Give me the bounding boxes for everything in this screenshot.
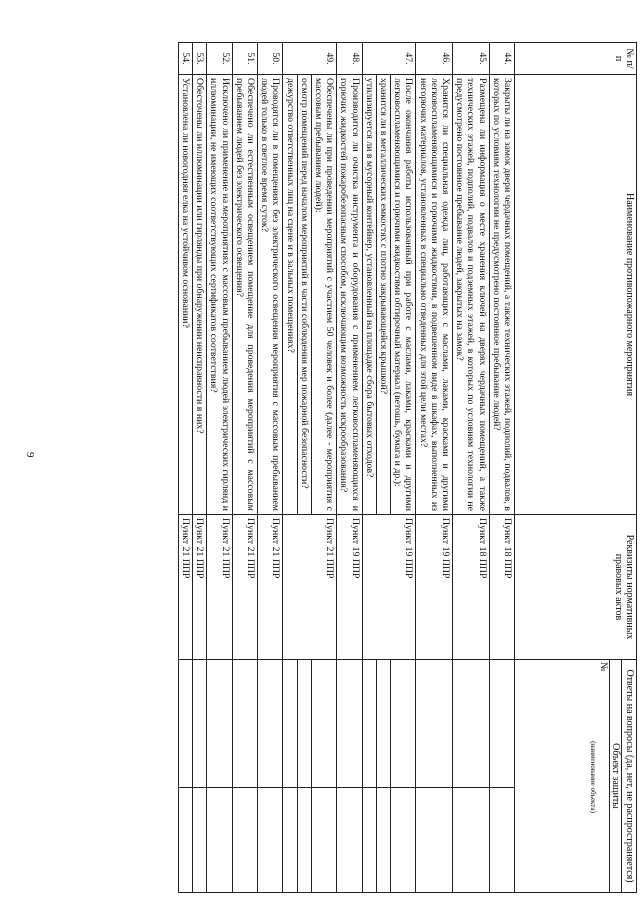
- row-requisites: Пункт 19 ППР: [362, 515, 416, 660]
- header-requisites: Реквизиты нормативных правовых актов: [515, 515, 637, 660]
- header-object: [589, 660, 621, 892]
- page-number: 9: [24, 452, 36, 458]
- row-number: 50.: [257, 43, 282, 75]
- row-question: Закрыты ли на замок двери чердачных помещений, а также технических этажей, подполий, подвалов, в которых по условиям технологии не предусмотрено постоянное пребывание людей?: [489, 75, 514, 515]
- answer-cell[interactable]: [337, 660, 362, 788]
- row-number: 44.: [489, 43, 514, 75]
- row-requisites: Пункт 21 ППР: [283, 515, 337, 660]
- table-row: [416, 43, 453, 893]
- header-object-num-sign: №: [597, 662, 609, 672]
- answer-cell[interactable]: [362, 660, 376, 788]
- header-object-note: (наименование объекта): [589, 741, 598, 813]
- answer-cell[interactable]: [452, 660, 489, 788]
- row-number: 49.: [283, 43, 337, 75]
- object-cell[interactable]: [232, 788, 257, 893]
- table-row: [311, 43, 336, 893]
- object-cell[interactable]: [390, 788, 415, 893]
- table-subrow: [376, 43, 390, 893]
- row-requisites: Пункт 19 ППР: [416, 515, 453, 660]
- row-subquestion: утилизируется ли в мусорный контейнер, установленный на площадке сбора бытовых отходов?: [362, 75, 376, 515]
- row-requisites: Пункт 21 ППР: [192, 515, 206, 660]
- answer-cell[interactable]: [283, 660, 297, 788]
- checklist-body: [178, 43, 514, 893]
- row-number: 54.: [178, 43, 192, 75]
- answer-cell[interactable]: [311, 660, 336, 788]
- object-cell[interactable]: [362, 788, 376, 893]
- table-row: [452, 43, 489, 893]
- row-question: Обеспечены ли при проведении мероприятий с участием 50 человек и более (далее - мероприятия с массовым пребыванием людей):: [311, 75, 336, 515]
- rotated-page: [77, 42, 637, 892]
- object-cell[interactable]: [297, 788, 311, 893]
- row-number: 45.: [452, 43, 489, 75]
- row-question: Проводятся ли в помещениях без электрического освещения мероприятия с массовым пребыванием людей только в светлое время суток?: [257, 75, 282, 515]
- row-number: 48.: [337, 43, 362, 75]
- table-row: [257, 43, 282, 893]
- answer-cell[interactable]: [390, 660, 415, 788]
- header-answers: [515, 660, 637, 893]
- row-subquestion: хранится ли в металлических емкостях с плотно закрывающейся крышкой?: [376, 75, 390, 515]
- object-cell[interactable]: [207, 788, 232, 893]
- answer-cell[interactable]: [192, 660, 206, 788]
- header-num: № п/п: [515, 43, 637, 75]
- row-question: После окончания работы использованный при работе с маслами, лаками, красками и другими легковоспламеняющимися и горючими жидкостями обтирочный материал (ветошь, бумага и др.):: [390, 75, 415, 515]
- row-requisites: Пункт 21 ППР: [178, 515, 192, 660]
- table-row: [232, 43, 257, 893]
- table-row: [489, 43, 514, 893]
- row-requisites: Пункт 21 ППР: [232, 515, 257, 660]
- answer-cell[interactable]: [416, 660, 453, 788]
- table-row: [337, 43, 362, 893]
- object-cell[interactable]: [376, 788, 390, 893]
- row-number: 52.: [207, 43, 232, 75]
- table-subrow: [362, 43, 376, 893]
- answer-cell[interactable]: [489, 660, 514, 788]
- row-question: Установлена ли новогодняя елка на устойчивом основании?: [178, 75, 192, 515]
- table-row: [192, 43, 206, 893]
- row-number: 46.: [416, 43, 453, 75]
- header-answers-label: Ответы на вопросы (да, нет, не распространяется): [624, 669, 635, 883]
- row-subquestion: осмотр помещений перед началом мероприятий в части соблюдения мер пожарной безопасности?: [297, 75, 311, 515]
- row-question: Хранится ли специальная одежда лиц, работающих с маслами, лаками, красками и другими легковоспламеняющимися и горючими жидкостями, в подвешенном виде в шкафах, выполненных из негорючих материалов, установленных в специально отведенных для этой цели местах?: [416, 75, 453, 515]
- row-requisites: Пункт 18 ППР: [489, 515, 514, 660]
- table-row: [390, 43, 415, 893]
- row-question: Обесточены ли иллюминации или гирлянды при обнаружении неисправности в них?: [192, 75, 206, 515]
- row-question: Исключено ли применение на мероприятиях с массовым пребыванием людей электрических гирлянд и иллюминации, не имеющих соответствующих сертификатов соответствия?: [207, 75, 232, 515]
- table-subrow: [297, 43, 311, 893]
- row-requisites: Пункт 18 ППР: [452, 515, 489, 660]
- row-question: Размещена ли информация о месте хранения ключей на дверях чердачных помещений, а также технических этажей, подполий, подвалов и подземных этажей, в которых по условиям технологии не предусмотрено постоянное пребывание людей, закрытых на замок?: [452, 75, 489, 515]
- row-requisites: Пункт 19 ППР: [337, 515, 362, 660]
- row-number: 47.: [362, 43, 416, 75]
- table-row: [178, 43, 192, 893]
- row-question: Производится ли очистка инструмента и оборудования с применением легковоспламеняющихся и горючих жидкостей пожаробезопасным способом, исключающим возможность искрообразования?: [337, 75, 362, 515]
- header-object-label: Объект защиты: [609, 743, 621, 809]
- header-object-num: [589, 660, 609, 892]
- answer-cell[interactable]: [178, 660, 192, 788]
- row-requisites: Пункт 21 ППР: [207, 515, 232, 660]
- answer-cell[interactable]: [207, 660, 232, 788]
- answer-cell[interactable]: [376, 660, 390, 788]
- row-requisites: Пункт 21 ППР: [257, 515, 282, 660]
- object-cell[interactable]: [416, 788, 453, 893]
- object-cell[interactable]: [192, 788, 206, 893]
- object-cell[interactable]: [489, 788, 514, 893]
- object-cell[interactable]: [257, 788, 282, 893]
- answer-cell[interactable]: [257, 660, 282, 788]
- header-name: Наименование противопожарного мероприятия: [515, 75, 637, 515]
- object-cell[interactable]: [311, 788, 336, 893]
- table-subrow: [283, 43, 297, 893]
- answer-cell[interactable]: [297, 660, 311, 788]
- row-number: 51.: [232, 43, 257, 75]
- row-number: 53.: [192, 43, 206, 75]
- object-cell[interactable]: [337, 788, 362, 893]
- row-question: Обеспечено ли естественным освещением помещение для проведения мероприятий с массовым пребыванием людей без электрического освещения?: [232, 75, 257, 515]
- table-row: [207, 43, 232, 893]
- answer-cell[interactable]: [232, 660, 257, 788]
- object-cell[interactable]: [452, 788, 489, 893]
- object-cell[interactable]: [178, 788, 192, 893]
- object-cell[interactable]: [283, 788, 297, 893]
- row-subquestion: дежурство ответственных лиц на сцене и в зальных помещениях?: [283, 75, 297, 515]
- checklist-table: [178, 42, 637, 893]
